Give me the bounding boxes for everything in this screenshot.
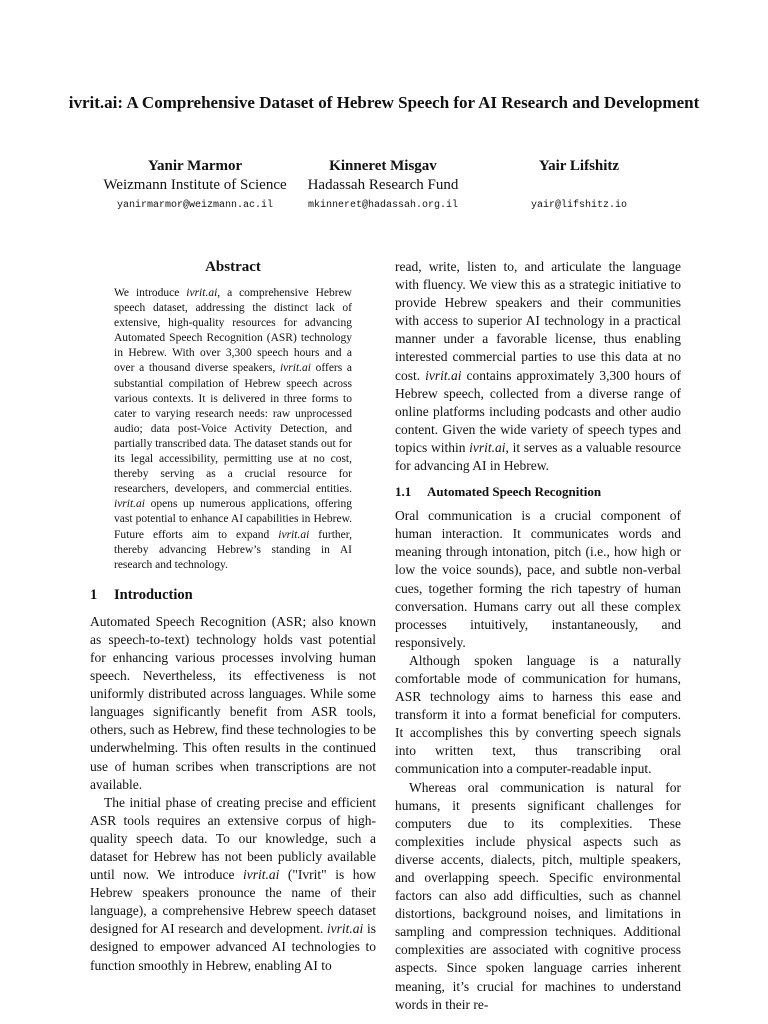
author-block <box>88 156 302 217</box>
author-block <box>276 156 490 217</box>
abstract-heading: Abstract <box>205 259 261 275</box>
author-affiliation: Weizmann Institute of Science <box>103 177 287 193</box>
subsection-heading-asr <box>395 483 681 501</box>
intro-paragraph-2: The initial phase of creating precise and efficient ASR tools requires an extensive corpus of high-quality speech data. To our knowledge, such a dataset for Hebrew has not been publicly available until now. We introduce ivrit.ai ("Ivrit" is how Hebrew speakers pronounce the name of their language), a comprehensive Hebrew speech dataset designed for AI research and development. ivrit.ai is designed to empower advanced AI technologies to function smoothly in Hebrew, enabling AI to <box>90 794 376 973</box>
intro-paragraph-1: Automated Speech Recognition (ASR; also known as speech-to-text) technology holds vast potential for enhancing various processes involving human speech. Nevertheless, its effectiveness is not uniformly distributed across languages. While some languages significantly benefit from ASR tools, others, such as Hebrew, find these technologies to be underwhelming. This often results in the continued use of human scribes when transcriptions are not available. <box>90 613 376 792</box>
asr-paragraph-3: Whereas oral communication is natural for humans, it presents significant challenges for computers due to its complexities. These complexities include physical aspects such as diverse accents, dialects, pitch, multiple speakers, and overlapping speech. Specific environmental factors can also add difficulties, such as channel distortions, background noises, and limitations in sampling and compression techniques. Additional complexities are associated with cognitive process aspects. Since spoken language carries inherent meaning, it’s crucial for machines to understand words in their re- <box>395 779 681 1012</box>
author-name: Yair Lifshitz <box>538 158 620 174</box>
author-affiliation: Hadassah Research Fund <box>307 177 459 193</box>
author-name: Yanir Marmor <box>147 158 243 174</box>
author-email[interactable]: mkinneret@hadassah.org.il <box>307 200 459 211</box>
section-number: 1 <box>90 586 98 603</box>
left-column <box>90 258 376 975</box>
author-name: Kinneret Misgav <box>329 158 437 174</box>
author-email[interactable]: yanirmarmor@weizmann.ac.il <box>116 200 274 211</box>
paper-title: ivrit.ai: A Comprehensive Dataset of Hebrew Speech for AI Research and Development <box>68 93 700 112</box>
subsection-title: Automated Speech Recognition <box>427 484 602 500</box>
right-column <box>395 258 681 1014</box>
asr-paragraph-1: Oral communication is a crucial component of human interaction. It communicates words and meaning through intonation, pitch (i.e., how high or low the voice sounds), pace, and subtle non-verbal cues, together forming the rich tapestry of human conversation. Humans carry out all these complex processes intuitively, instantaneously, and responsively. <box>395 508 681 650</box>
subsection-number: 1.1 <box>395 484 412 500</box>
asr-paragraph-2: Although spoken language is a naturally comfortable mode of communication for humans, ASR technology aims to harness this ease and transform it into a format beneficial for computers. It accomplishes this by converting speech signals into written text, thus transcribing oral communication into a computer-readable input. <box>395 652 681 777</box>
section-title: Introduction <box>114 586 193 603</box>
abstract-text: We introduce ivrit.ai, a comprehensive Hebrew speech dataset, addressing the distinct lack of extensive, high-quality resources for advancing Automated Speech Recognition (ASR) technology in Hebrew. With over 3,300 speech hours and a over a thousand diverse speakers, ivrit.ai offers a substantial compilation of Hebrew speech across various contexts. It is delivered in three forms to cater to varying research needs: raw unprocessed audio; data post-Voice Activity Detection, and partially transcribed data. The dataset stands out for its legal accessibility, permitting use at no cost, thereby serving as a crucial resource for researchers, developers, and commercial entities. ivrit.ai opens up numerous applications, offering vast potential to enhance AI capabilities in Hebrew. Future efforts aim to expand ivrit.ai further, thereby advancing Hebrew’s standing in AI research and technology. <box>114 287 353 571</box>
author-affiliation <box>472 176 686 195</box>
section-heading-introduction <box>90 585 376 605</box>
intro-paragraph-2-continued: read, write, listen to, and articulate the language with fluency. We view this as a strategic initiative to provide Hebrew speakers and their communities with access to superior AI technology in a practical manner under a favorable license, thus enabling interested commercial parties to use this data at no cost. ivrit.ai contains approximately 3,300 hours of Hebrew speech, collected from a diverse range of online platforms including podcasts and other audio content. Given the wide variety of speech types and topics within ivrit.ai, it serves as a valuable resource for advancing AI in Hebrew. <box>395 259 681 474</box>
author-block <box>472 156 686 217</box>
author-email[interactable]: yair@lifshitz.io <box>530 200 627 211</box>
